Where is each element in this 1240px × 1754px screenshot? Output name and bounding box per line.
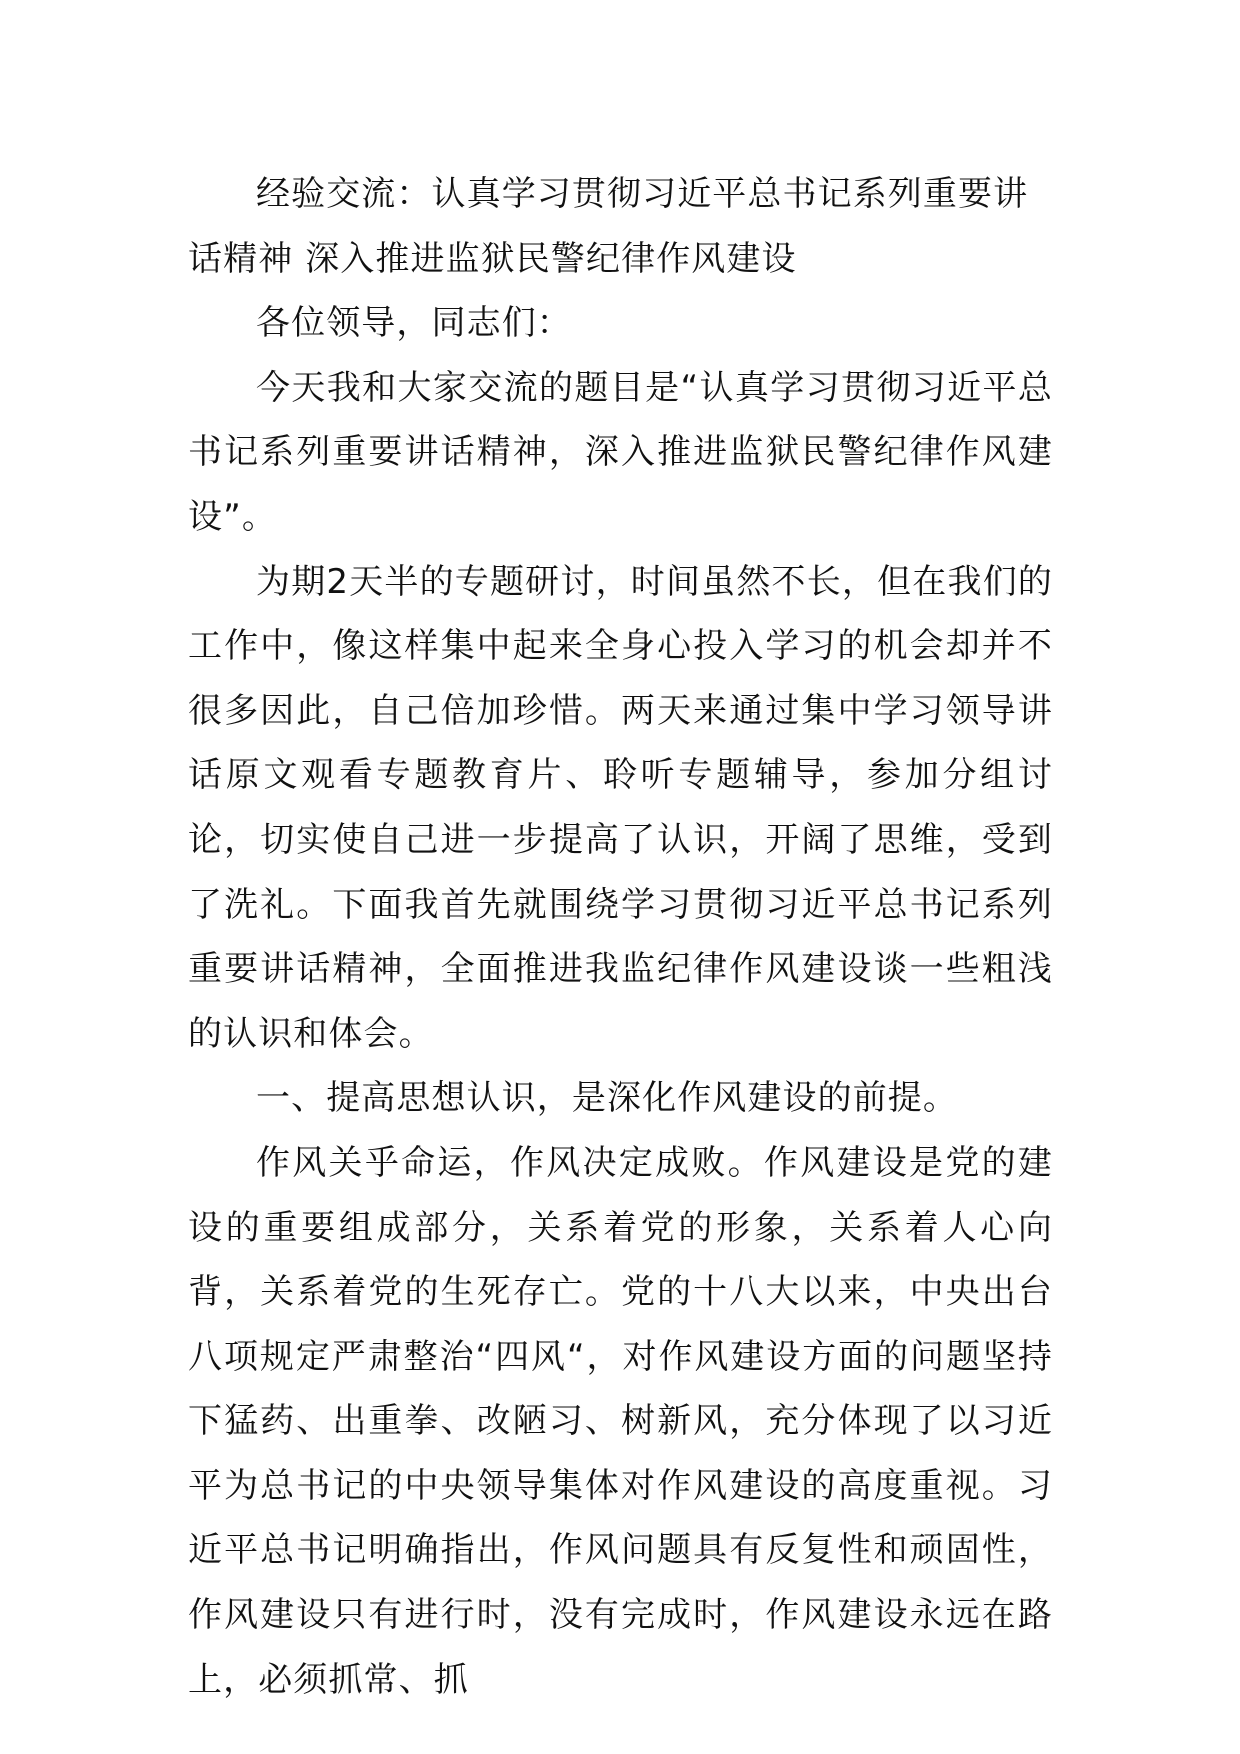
document-title: 经验交流：认真学习贯彻习近平总书记系列重要讲话精神 深入推进监狱民警纪律作风建设: [188, 174, 1029, 279]
paragraph-study: 为期2天半的专题研讨，时间虽然不长，但在我们的工作中，像这样集中起来全身心投入学习的机会却并不很多因此，自己倍加珍惜。两天来通过集中学习领导讲话原文观看专题教育片、聆听专题辅导，参加分组讨论，切实使自己进一步提高了认识，开阔了思维，受到了洗礼。下面我首先就围绕学习贯彻习近平总书记系列重要讲话精神，全面推进我监纪律作风建设谈一些粗浅的认识和体会。: [188, 561, 1053, 1054]
paragraph-intro: 今天我和大家交流的题目是“认真学习贯彻习近平总书记系列重要讲话精神，深入推进监狱民警纪律作风建设”。: [188, 367, 1053, 537]
section-heading-1: 一、提高思想认识，是深化作风建设的前提。: [256, 1078, 958, 1119]
salutation: 各位领导，同志们：: [256, 303, 572, 344]
document-body: [188, 162, 1053, 1712]
paragraph-style: 作风关乎命运，作风决定成败。作风建设是党的建设的重要组成部分，关系着党的形象，关系着人心向背，关系着党的生死存亡。党的十八大以来，中央出台八项规定严肃整治“四风“，对作风建设方面的问题坚持下猛药、出重拳、改陋习、树新风，充分体现了以习近平为总书记的中央领导集体对作风建设的高度重视。习近平总书记明确指出，作风问题具有反复性和顽固性，作风建设只有进行时，没有完成时，作风建设永远在路上，必须抓常、抓: [188, 1142, 1053, 1700]
